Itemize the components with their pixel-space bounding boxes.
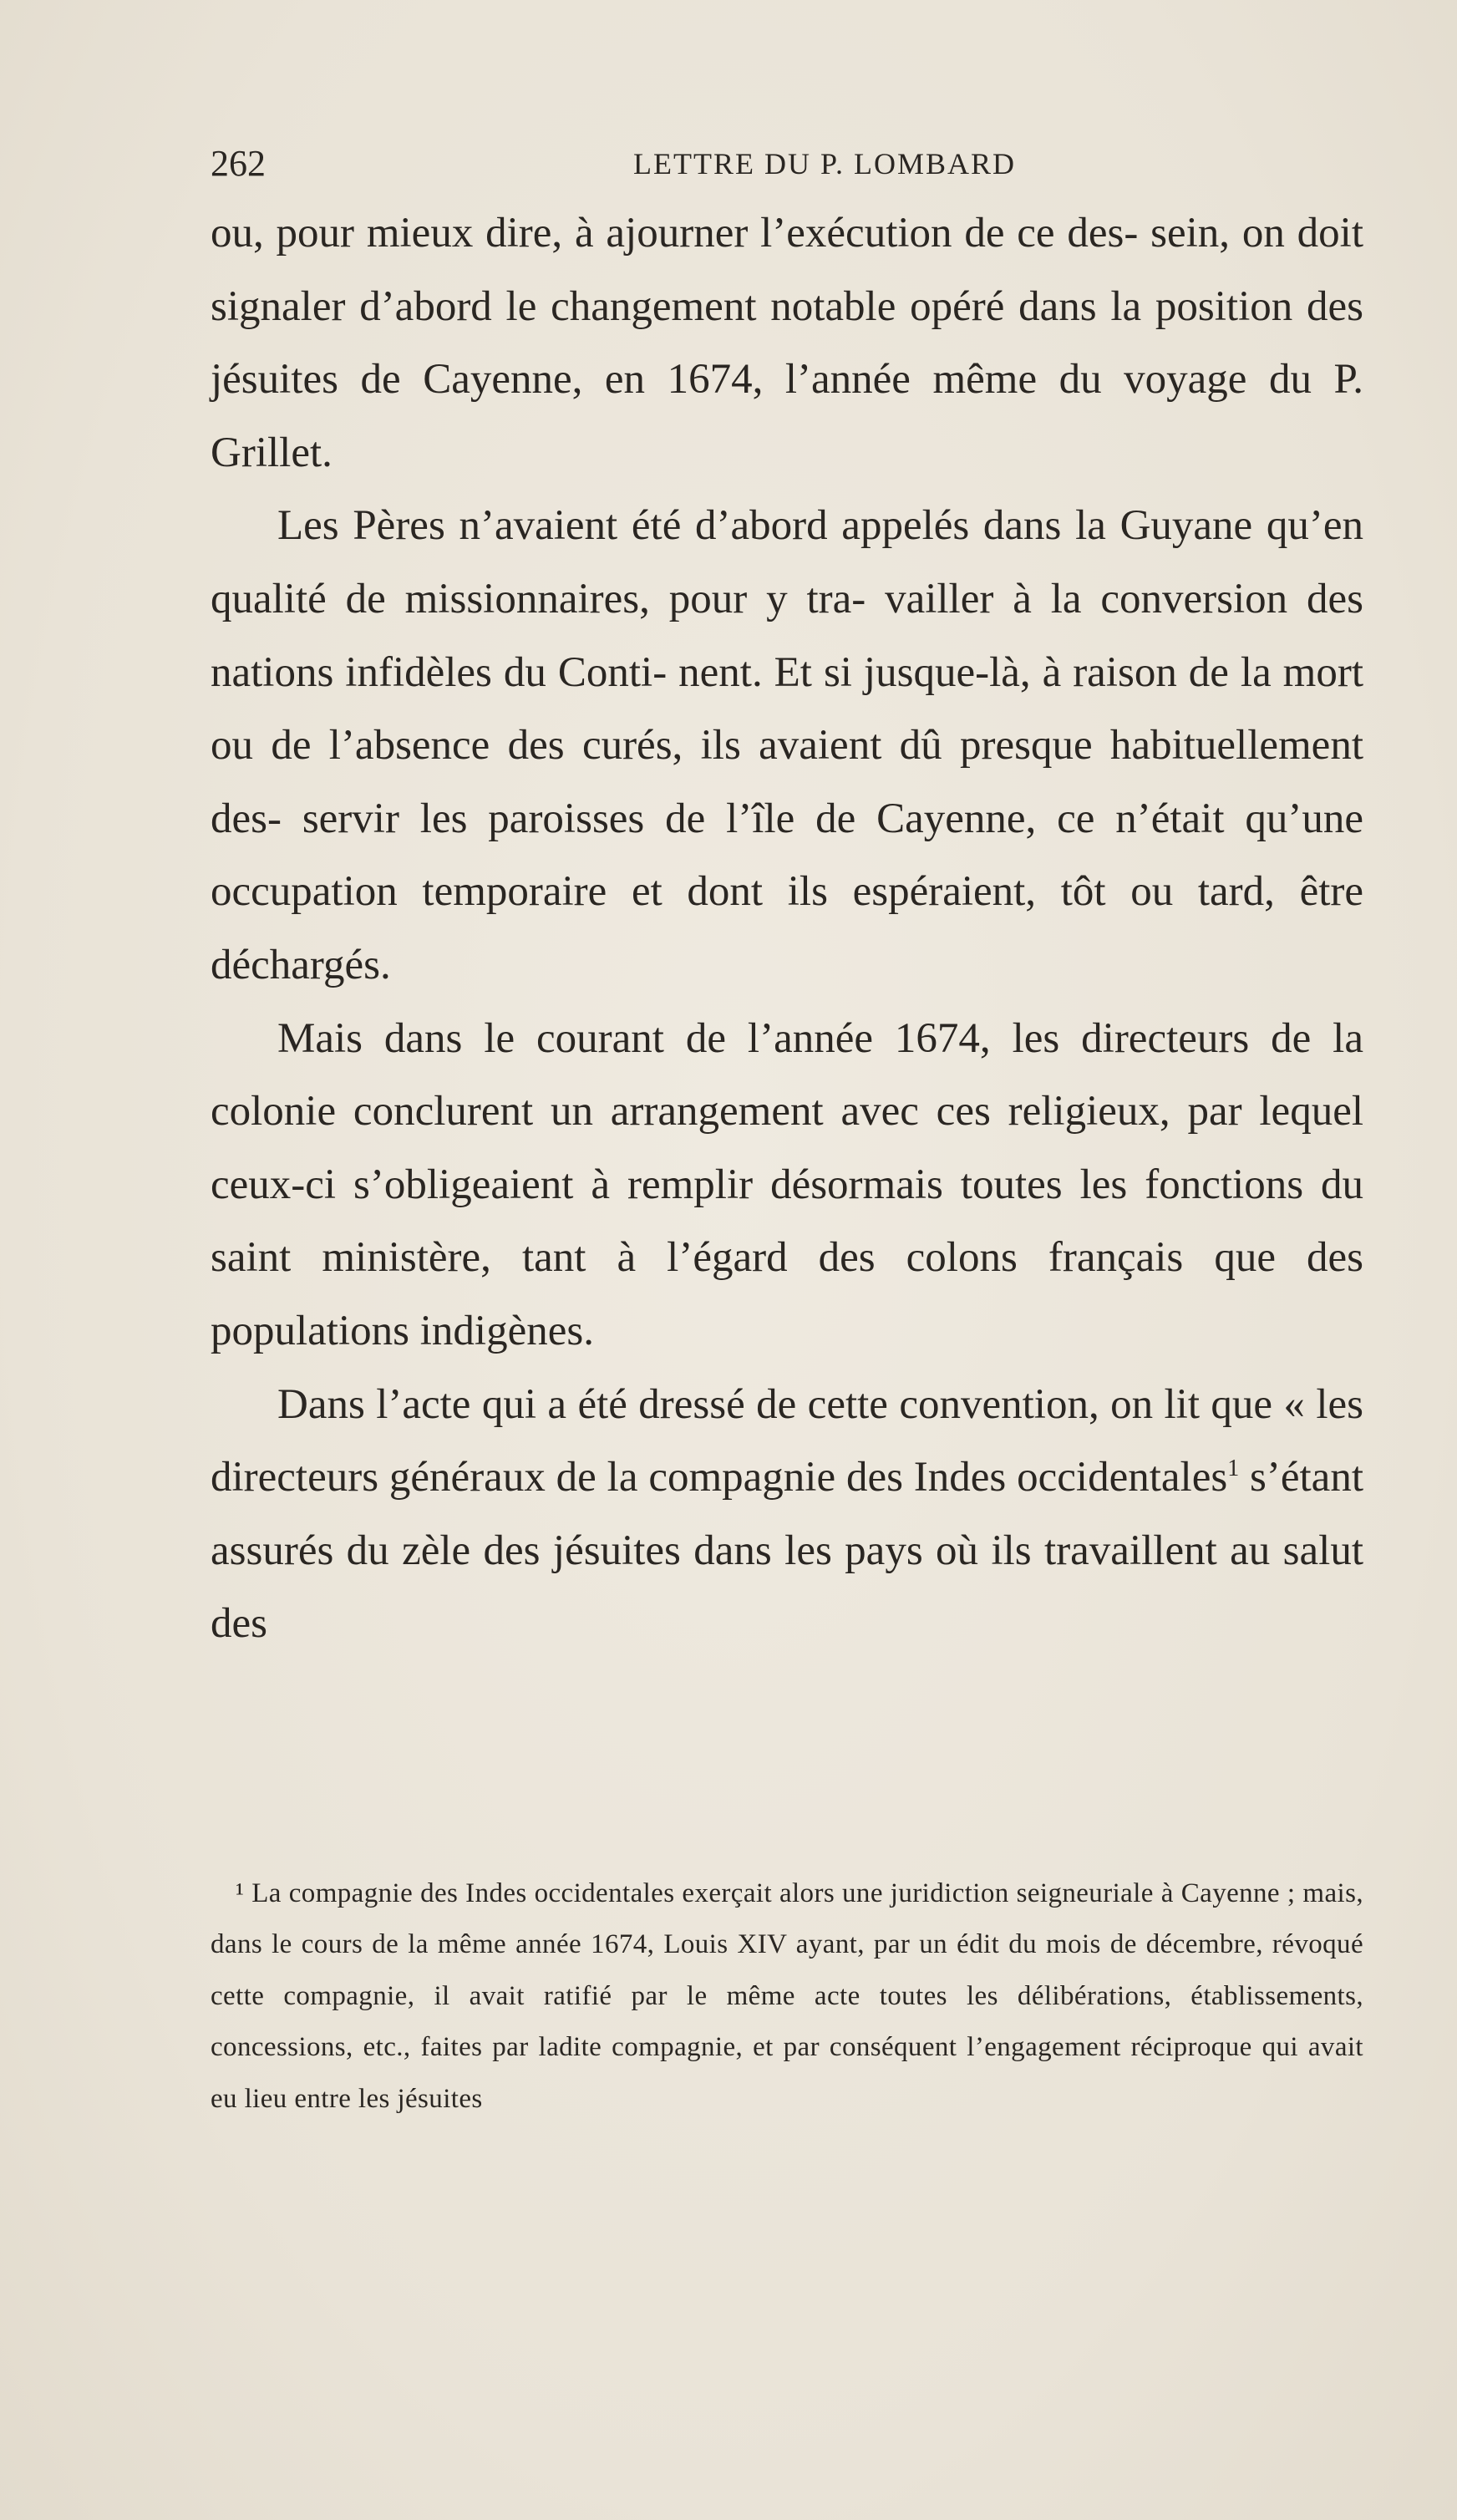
paragraph: Les Pères n’avaient été d’abord appelés dans la Guyane qu’en qualité de missionnaires, pour y tra- vailler à la conversion des nations infidèles du Conti- nent. Et si jusque-là, à raison de la mort ou de l’absence des curés, ils avaient dû presque habituellement des- servir les paroisses de l’île de Cayenne, ce n’était qu’une occupation temporaire et dont ils espéraient, tôt ou tard, être déchargés. xyxy=(211,502,1363,988)
paragraph-text-before-note: Dans l’acte qui a été dressé de cette convention, on lit que « les directeurs généraux de la compagnie des Indes occidentales xyxy=(211,1380,1363,1501)
page-number: 262 xyxy=(211,143,266,184)
running-title: LETTRE DU P. LOMBARD xyxy=(632,147,1016,180)
footnote: ¹ La compagnie des Indes occidentales exerçait alors une juridiction seigneuriale à Cayenne ; mais, dans le cours de la même année 1674, Louis XIV ayant, par un édit du mois de décembre, révoqué cette compagnie, il avait ratifié par le même acte toutes les délibérations, établissements, concessions, etc., faites par ladite compagnie, et par conséquent l’engagement réciproque qui avait eu lieu entre les jésuites xyxy=(211,1878,1363,2114)
main-text xyxy=(211,197,1363,1661)
paragraph-text-after-note: s’étant assurés du zèle des jésuites dans les pays où ils travaillent au salut des xyxy=(211,1454,1363,1648)
paragraph: ou, pour mieux dire, à ajourner l’exécution de ce des- sein, on doit signaler d’abord le changement notable opéré dans la position des jésuites de Cayenne, en 1674, l’année même du voyage du P. Grillet. xyxy=(211,210,1363,476)
footnotes xyxy=(211,1868,1363,2125)
paragraph: Mais dans le courant de l’année 1674, les directeurs de la colonie conclurent un arrangement avec ces religieux, par lequel ceux-ci s’obligeaient à remplir désormais toutes les fonctions du saint ministère, tant à l’égard des colons français que des populations indigènes. xyxy=(211,1014,1363,1354)
paragraph xyxy=(211,1369,1363,1661)
page-header xyxy=(211,139,1363,189)
footnote-reference: 1 xyxy=(1227,1456,1240,1482)
